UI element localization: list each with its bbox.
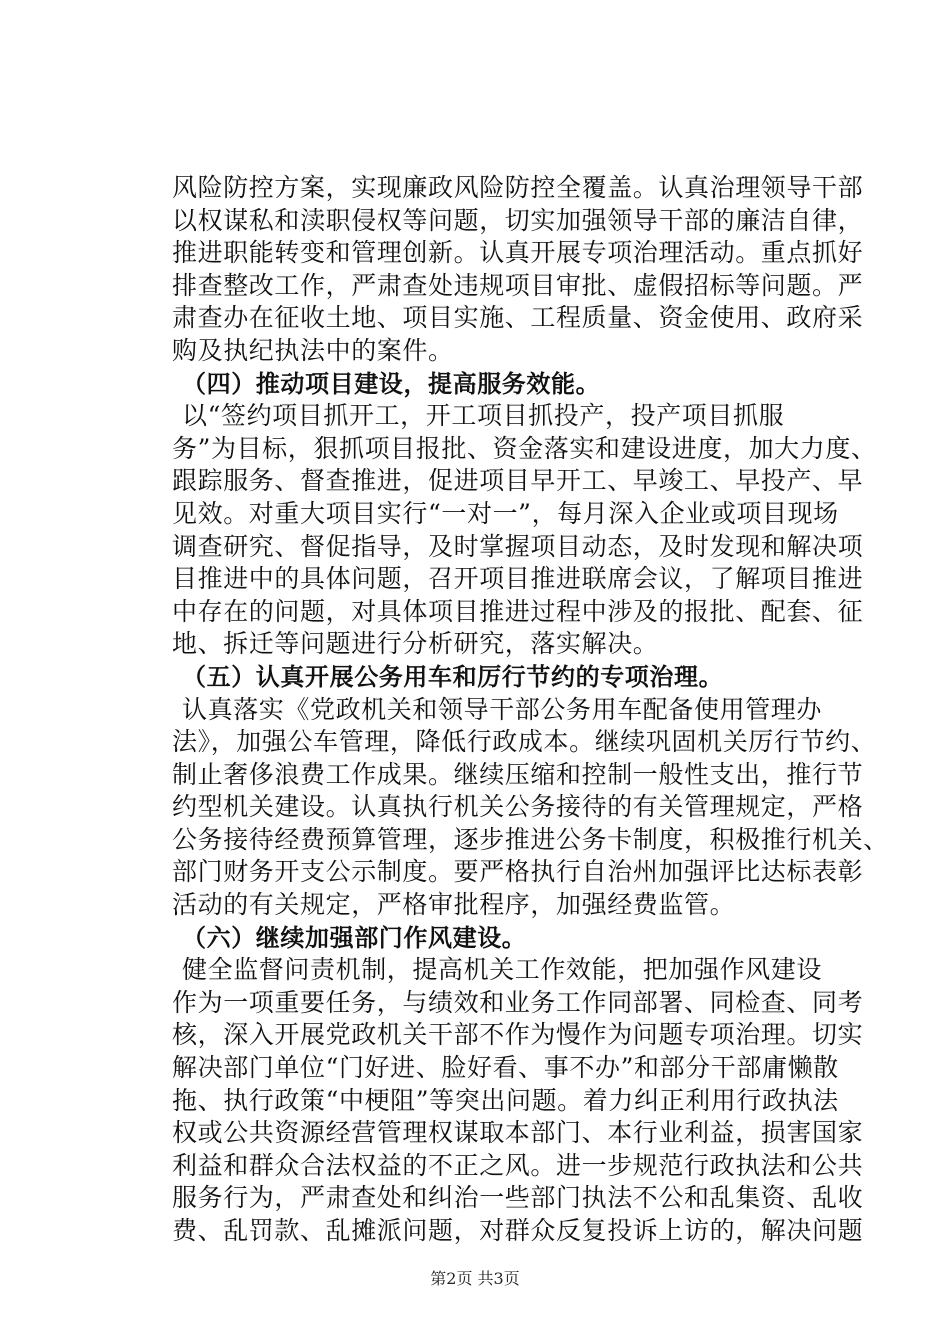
paragraph-line: 权或公共资源经营管理权谋取本部门、本行业利益，损害国家 bbox=[172, 1118, 864, 1148]
paragraph-line: 部门财务开支公示制度。要严格执行自治州加强评比达标表彰 bbox=[172, 857, 864, 887]
section-heading: （六）继续加强部门作风建设。 bbox=[182, 923, 527, 952]
paragraph-line: 拖、执行政策“中梗阻”等突出问题。着力纠正利用行政执法 bbox=[172, 1085, 839, 1115]
paragraph-line: 作为一项重要任务，与绩效和业务工作同部署、同检查、同考 bbox=[172, 987, 864, 1017]
paragraph-line: 活动的有关规定，严格审批程序，加强经费监管。 bbox=[172, 890, 736, 920]
paragraph-line: 以“签约项目抓开工，开工项目抓投产，投产项目抓服 bbox=[182, 401, 785, 431]
paragraph-line: 目推进中的具体问题，召开项目推进联席会议，了解项目推进 bbox=[172, 564, 864, 594]
paragraph-line: 解决部门单位“门好进、脸好看、事不办”和部分干部庸懒散 bbox=[172, 1053, 839, 1083]
paragraph-line: 调查研究、督促指导，及时掌握项目动态，及时发现和解决项 bbox=[172, 531, 864, 561]
paragraph-line: 见效。对重大项目实行“一对一”，每月深入企业或项目现场 bbox=[172, 498, 839, 528]
paragraph-line: 费、乱罚款、乱摊派问题，对群众反复投诉上访的，解决问题 bbox=[172, 1216, 864, 1245]
paragraph-line: 约型机关建设。认真执行机关公务接待的有关管理规定，严格 bbox=[172, 792, 864, 822]
document-body bbox=[172, 172, 889, 1248]
paragraph-line: 排查整改工作，严肃查处违规项目审批、虚假招标等问题。严 bbox=[172, 270, 864, 300]
paragraph-line: 跟踪服务、督查推进，促进项目早开工、早竣工、早投产、早 bbox=[172, 466, 864, 496]
paragraph-line: 服务行为，严肃查处和纠治一些部门执法不公和乱集资、乱收 bbox=[172, 1183, 864, 1213]
paragraph-line: 推进职能转变和管理创新。认真开展专项治理活动。重点抓好 bbox=[172, 238, 864, 268]
paragraph-line: 肃查办在征收土地、项目实施、工程质量、资金使用、政府采 bbox=[172, 303, 864, 333]
paragraph-line: 利益和群众合法权益的不正之风。进一步规范行政执法和公共 bbox=[172, 1150, 864, 1180]
paragraph-line: 中存在的问题，对具体项目推进过程中涉及的报批、配套、征 bbox=[172, 596, 864, 626]
section-heading: （五）认真开展公务用车和厉行节约的专项治理。 bbox=[182, 662, 724, 691]
paragraph-line: 核，深入开展党政机关干部不作为慢作为问题专项治理。切实 bbox=[172, 1020, 864, 1050]
paragraph-line: 风险防控方案，实现廉政风险防控全覆盖。认真治理领导干部 bbox=[172, 173, 864, 202]
paragraph-line: 地、拆迁等问题进行分析研究，落实解决。 bbox=[172, 629, 659, 659]
paragraph-line: 购及执纪执法中的案件。 bbox=[172, 335, 454, 365]
paragraph-line: 制止奢侈浪费工作成果。继续压缩和控制一般性支出，推行节 bbox=[172, 759, 864, 789]
paragraph-line: 认真落实《党政机关和领导干部公务用车配备使用管理办 bbox=[182, 694, 823, 724]
paragraph-line: 务”为目标，狠抓项目报批、资金落实和建设进度，加大力度、 bbox=[172, 433, 877, 463]
paragraph-line: 以权谋私和渎职侵权等问题，切实加强领导干部的廉洁自律， bbox=[172, 205, 864, 235]
paragraph-line: 健全监督问责机制，提高机关工作效能，把加强作风建设 bbox=[182, 955, 823, 985]
section-heading: （四）推动项目建设，提高服务效能。 bbox=[182, 369, 601, 398]
paragraph-line: 公务接待经费预算管理，逐步推进公务卡制度，积极推行机关、 bbox=[172, 824, 889, 854]
paragraph-line: 法》，加强公车管理，降低行政成本。继续巩固机关厉行节约、 bbox=[172, 727, 877, 757]
page-footer: 第2页 共3页 bbox=[430, 1269, 520, 1288]
